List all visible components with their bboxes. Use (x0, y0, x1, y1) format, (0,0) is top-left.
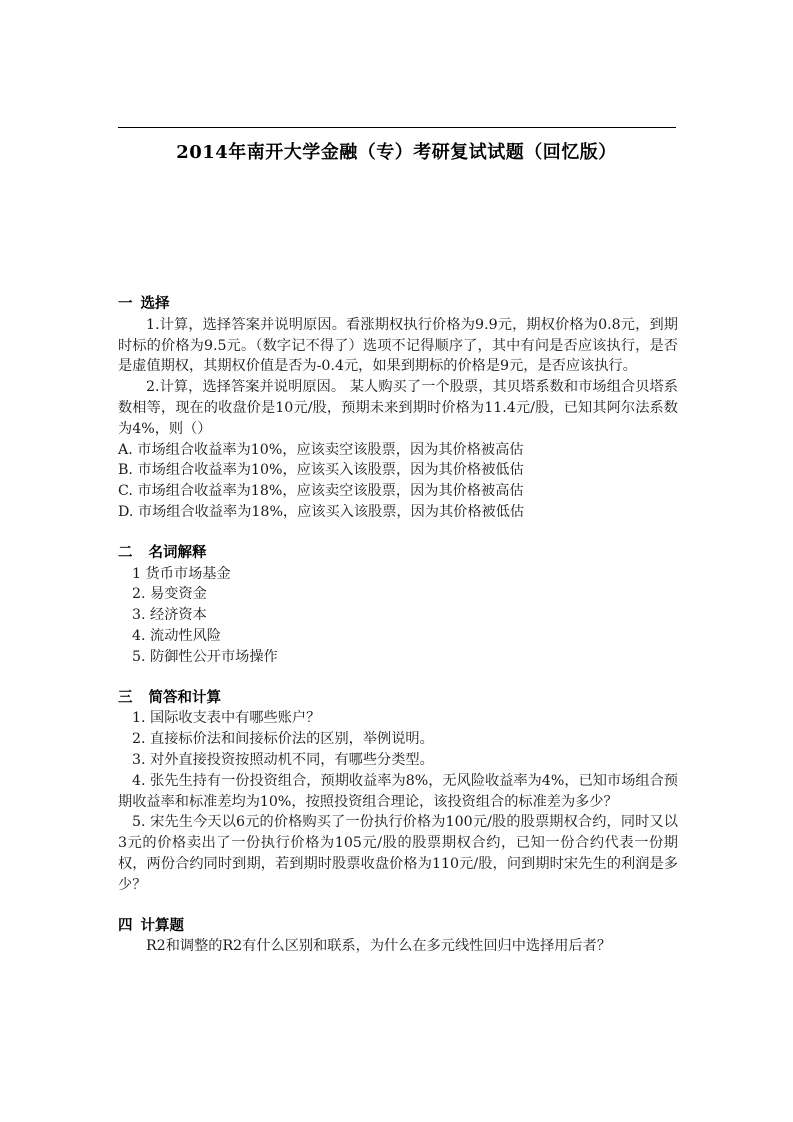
short-answer-item: 5. 宋先生今天以6元的价格购买了一份执行价格为100元/股的股票期权合约，同时又以3元的价格卖出了一份执行价格为105元/股的股票期权合约，已知一份合约代表一份期权，两份合约同时到期，若到期时股票收盘价格为110元/股，问到期时宋先生的利润是多少？ (118, 814, 678, 893)
term-item: 5. 防御性公开市场操作 (132, 648, 278, 665)
short-answer-item: 3. 对外直接投资按照动机不同，有哪些分类型。 (132, 751, 434, 768)
term-item: 2. 易变资金 (132, 586, 207, 603)
section-heading-choice (118, 294, 678, 315)
option-d: D. 市场组合收益率为18%，应该买入该股票，因为其价格被低估 (118, 503, 525, 520)
section-title: 简答和计算 (148, 688, 221, 706)
section-title: 选择 (140, 295, 170, 312)
spacer (118, 523, 678, 543)
section-title: 名词解释 (148, 543, 207, 561)
question-2: 2.计算，选择答案并说明原因。 某人购买了一个股票，其贝塔系数和市场组合贝塔系数相等，现在的收盘价是10元/股，预期未来到期时价格为11.4元/股，已知其阿尔法系数为4%，则（） (118, 379, 678, 437)
option-a: A. 市场组合收益率为10%，应该卖空该股票，因为其价格被高估 (118, 441, 524, 458)
spacer (118, 896, 678, 916)
section-heading-calculation (118, 916, 678, 937)
term-item: 4. 流动性风险 (132, 627, 221, 644)
section-number: 四 (118, 916, 133, 934)
short-answer-item: 4. 张先生持有一份投资组合，预期收益率为8%，无风险收益率为4%，已知市场组合预期收益率和标准差均为10%，按照投资组合理论，该投资组合的标准差为多少？ (118, 772, 678, 810)
section-number: 二 (118, 543, 133, 561)
short-answer-item: 1. 国际收支表中有哪些账户？ (132, 710, 321, 727)
calculation-question: R2和调整的R2有什么区别和联系，为什么在多元线性回归中选择用后者？ (146, 938, 612, 955)
section-title: 计算题 (140, 916, 184, 934)
section-heading-terms (118, 543, 678, 564)
page-title: 2014年南开大学金融（专）考研复试试题（回忆版） (176, 142, 617, 163)
question-1: 1.计算，选择答案并说明原因。看涨期权执行价格为9.9元，期权价格为0.8元，到期时标的价格为9.5元。（数字记不得了）选项不记得顺序了，其中有问是否应该执行，是否是虚值期权，其期权价值是否为-0.4元，如果到期标的价格是9元，是否应该执行。 (118, 316, 678, 375)
short-answer-item: 2. 直接标价法和间接标价法的区别，举例说明。 (132, 731, 434, 748)
header-rule (118, 127, 676, 128)
section-number: 一 (118, 295, 133, 312)
term-item: 3. 经济资本 (132, 607, 207, 624)
option-c: C. 市场组合收益率为18%，应该卖空该股票，因为其价格被高估 (118, 483, 524, 500)
option-b: B. 市场组合收益率为10%，应该买入该股票，因为其价格被低估 (118, 462, 524, 479)
section-number: 三 (118, 688, 133, 706)
term-item: 1 货币市场基金 (132, 565, 231, 582)
section-heading-short-answer (118, 688, 678, 709)
spacer (118, 668, 678, 688)
document-body (118, 294, 678, 957)
